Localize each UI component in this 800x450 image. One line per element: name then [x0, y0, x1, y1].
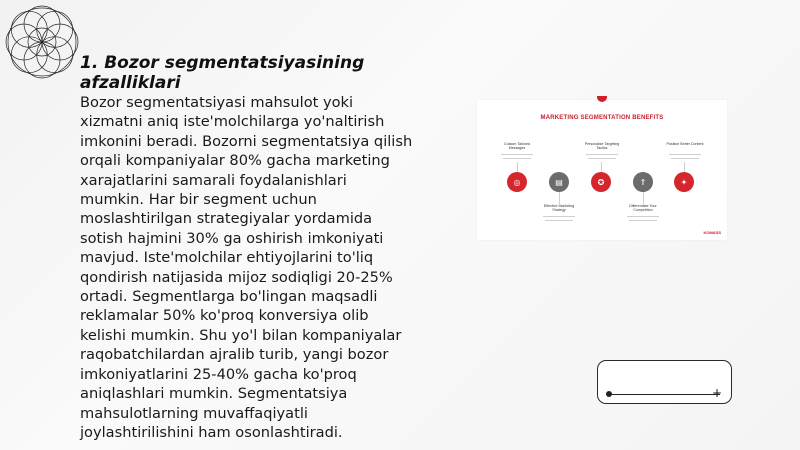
award-icon: ✪: [591, 172, 611, 192]
infographic-connector: [559, 192, 560, 204]
infographic-text-line: [545, 220, 573, 221]
infographic-text-line: [669, 154, 701, 155]
slide-title: 1. Bozor segmentatsiyasining afzalliklari: [80, 53, 365, 93]
seek-track[interactable]: [609, 394, 720, 395]
infographic-text-line: [543, 216, 575, 217]
infographic-text-line: [503, 158, 531, 159]
infographic-connector: [643, 192, 644, 204]
plus-icon[interactable]: +: [711, 386, 722, 400]
infographic-connector: [684, 162, 685, 172]
infographic-text-line: [588, 158, 616, 159]
infographic-text-line: [671, 158, 699, 159]
infographic-label-4: Effective Marketing Strategy: [543, 204, 575, 212]
segmentation-infographic: [477, 100, 727, 240]
star-icon: ✦: [674, 172, 694, 192]
infographic-title: MARKETING SEGMENTATION BENEFITS: [540, 115, 664, 121]
media-player-control[interactable]: [597, 360, 732, 404]
infographic-label-5: Differentiate Your Competition: [629, 204, 657, 212]
infographic-text-line: [627, 216, 659, 217]
infographic-text-line: [629, 220, 657, 221]
infographic-text-line: [501, 154, 533, 155]
slide-body-text: Bozor segmentatsiyasi mahsulot yoki xizmatni aniq iste'molchilarga yo'naltirish imkonini beradi. Bozorni segmentatsiya qilish orqali kompaniyalar 80% gacha marketing xarajatlarini samarali foydalanishlari mumkin. Har bir segment uchun moslashtirilgan strategiyalar yordamida sotish hajmini 30% ga oshirish imkoniyati mavjud. Iste'molchilar ehtiyojlarini to'liq qondirish natijasida mijoz sodiqligi 20-25% ortadi. Segmentlarga bo'lingan maqsadli reklamalar 50% ko'proq konversiya olib kelishi mumkin. Shu yo'l bilan kompaniyalar raqobatchilardan ajralib turib, yangi bozor imkoniyatlarini 25-40% gacha ko'proq aniqlashlari mumkin. Segmentatsiya mahsulotlarning muvaffaqiyatli joylashtirilishini ham osonlashtiradi.: [80, 94, 413, 441]
target-icon: ◎: [507, 172, 527, 192]
infographic-top-marker: [597, 96, 607, 102]
infographic-label-1: Custom Tailored Messages: [504, 142, 530, 150]
infographic-connector: [517, 162, 518, 172]
chart-icon: ▤: [549, 172, 569, 192]
infographic-label-3: Position Better Content: [666, 142, 704, 146]
infographic-label-2: Personalize Targeting Tactics: [584, 142, 620, 150]
infographic-brand-logo: KOMASS: [703, 230, 721, 235]
growth-icon: ⇑: [633, 172, 653, 192]
scrubber-knob-icon[interactable]: [606, 391, 612, 397]
infographic-text-line: [586, 154, 618, 155]
rosette-ornament-icon: [4, 4, 80, 80]
infographic-connector: [601, 162, 602, 172]
